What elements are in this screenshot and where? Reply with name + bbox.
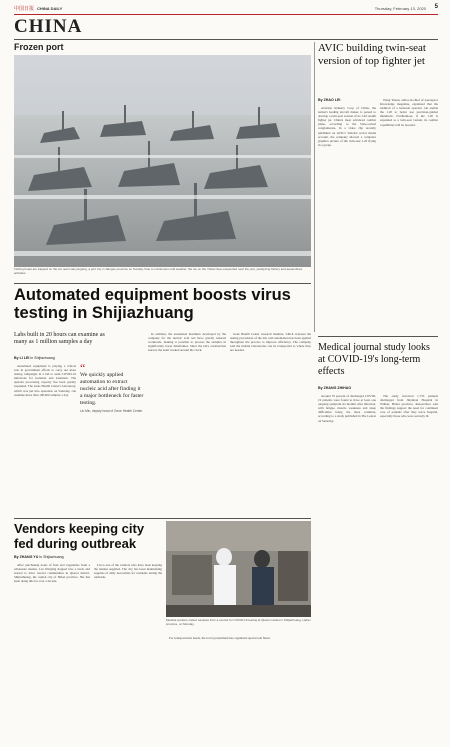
avic-column-1 [318,106,376,332]
vendors-text-2: Liu is one of the vendors who have been keeping the market supplied. The city has been maintaining supplies of daily necessities for residents during the outbreak. [94,563,162,580]
automated-text-2: In addition, the automated machines developed by the company for the nucleic acid test have greatly reduced workloads, making it possible to process the samples in significantly lower timeframes. Since the lab's construction started, the team worked around the clock. [148,332,226,353]
automated-column-2 [148,332,226,516]
vendors-photo-caption: Medical workers collect samples from a vendor for COVID-19 testing at Qiaoxi market in Shijiazhuang, Hebei province, on Monday. [166,619,311,626]
automated-column-1 [14,364,76,516]
avic-headline: AVIC building twin-seat version of top fighter jet [318,42,426,67]
masthead-logo: 中国日报 [14,6,35,12]
automated-headline: Automated equipment boosts virus testing in Shijiazhuang [14,286,291,322]
vendors-photo [166,521,311,617]
section-title: CHINA [14,16,83,37]
avic-text-1: Aviation Industry Corp of China, the nation's leading aircraft maker, is poised to develop a twin-seat version of its J-20 stealth fighter jet. China's most advanced combat plane, according to the State-owned conglomerate. In a video clip recently published on AVIC's WeChat social media account, the company showed a computer graphics picture of the twin-seat J-20 flying in a group. [318,106,376,147]
masthead [14,4,438,13]
medical-divider [318,336,438,337]
masthead-rule [14,14,438,15]
medical-text-1: Around 76 percent of discharged COVID-19 patients were found to have at least one ongoing symptom six months after infection, with fatigue, muscle weakness and sleep difficulties being the most common, according to a study published in The Lancet on Saturday. [318,394,376,423]
vendors-divider [14,518,311,519]
quote-block [80,361,144,460]
vendors-column-3 [166,636,311,742]
frozen-port-image [14,55,311,267]
main-divider [14,283,311,284]
automated-text-1: Automated equipment is playing a critical role in government efforts to carry out mass testing campaigns in a bid to stem COVID-19 infections for isolation and treatment. The upstairs processing capacity has been greatly expanded. The Gene Health Center's laboratory, which was put into operation on Saturday, can examine more than 100,000 samples a day. [14,364,76,397]
vendors-text-3: For transportation needs, the local government has organized special taxi fleets. [169,636,271,640]
avic-text-2: Wang Yanan, editor-in-chief of Aerospace Knowledge magazine, explained that the addition of a backseat operator can enable the J-20 to better use precision-guided munitions. Furthermore, if the J-20 is expanded to a twin-seat variant, its combat capabilities will be boosted. [380,98,438,127]
vendors-column-2 [94,563,162,743]
vendors-byline-role: in Shijiazhuang [39,555,64,559]
section-rule [14,39,438,40]
quote-mark: “ [80,361,86,375]
medical-byline [318,386,418,390]
masthead-paper-name: CHINA DAILY [37,5,63,11]
vendors-headline: Vendors keeping city fed during outbreak [14,521,145,551]
medical-column-2 [380,394,438,740]
vendors-image [166,521,311,617]
vendors-text-1: After purchasing loads of fruit and vegetables from a wholesale market, Liu Wanying hopped into a truck and started to drive toward communities in Qiaoxi district, Shijiazhuang, the capital city of Hebei province. She has been doing this for over a decade. [14,563,90,584]
medical-column-1 [318,394,376,740]
automated-byline-name: By LI LEI [14,356,30,360]
vendors-byline-name: By ZHANG YU [14,555,39,559]
frozen-port-caption: Fishing boats are trapped on the ice near Lianyungang, a port city in Jiangsu province on Sunday. Due to continuous cold weather, the ice on the Yellow Sea suspended near the port, paralyzing fishery and aquaculture activities. [14,268,303,275]
automated-byline-role: in Shijiazhuang [30,356,55,360]
avic-column-2 [380,98,438,332]
col-divider [314,42,315,332]
frozen-port-kicker: Frozen port [14,42,64,52]
automated-text-3: Gene Health Center research institute, which oversees the testing procedures of the lab, said automation has been applied throughout the process to improve efficiency. The company said the mobile laboratories can be transported to where they are needed. [230,332,311,353]
pull-quote: We quickly applied automation to extract nucleic acid after finding it a major bottleneck for faster testing. [80,372,144,406]
medical-headline: Medical journal study looks at COVID-19's long-term effects [318,342,430,377]
avic-byline [318,98,378,102]
pull-quote-attribution: Liu Min, deputy head of Gene Health Center [80,409,143,413]
automated-column-3 [230,332,311,516]
automated-byline [14,356,112,360]
frozen-port-photo [14,55,311,267]
avic-byline-name: By ZHAO LEI [318,98,341,102]
vendors-column-1 [14,563,90,743]
masthead-date: Thursday, February 13, 2020 [374,5,426,11]
page-number: 5 [434,4,438,10]
automated-dek: Labs built in 20 hours can examine as many as 1 million samples a day [14,332,105,346]
medical-byline-name: By ZHANG ZHIHAO [318,386,352,390]
medical-text-2: The study involved 1,733 patients discharged from Jinyintan Hospital in Wuhan, Hubei province. Researchers said the findings support the need for continued care of patients after they leave hospital, especially those who were severely ill. [380,394,438,419]
vendors-byline [14,555,92,559]
